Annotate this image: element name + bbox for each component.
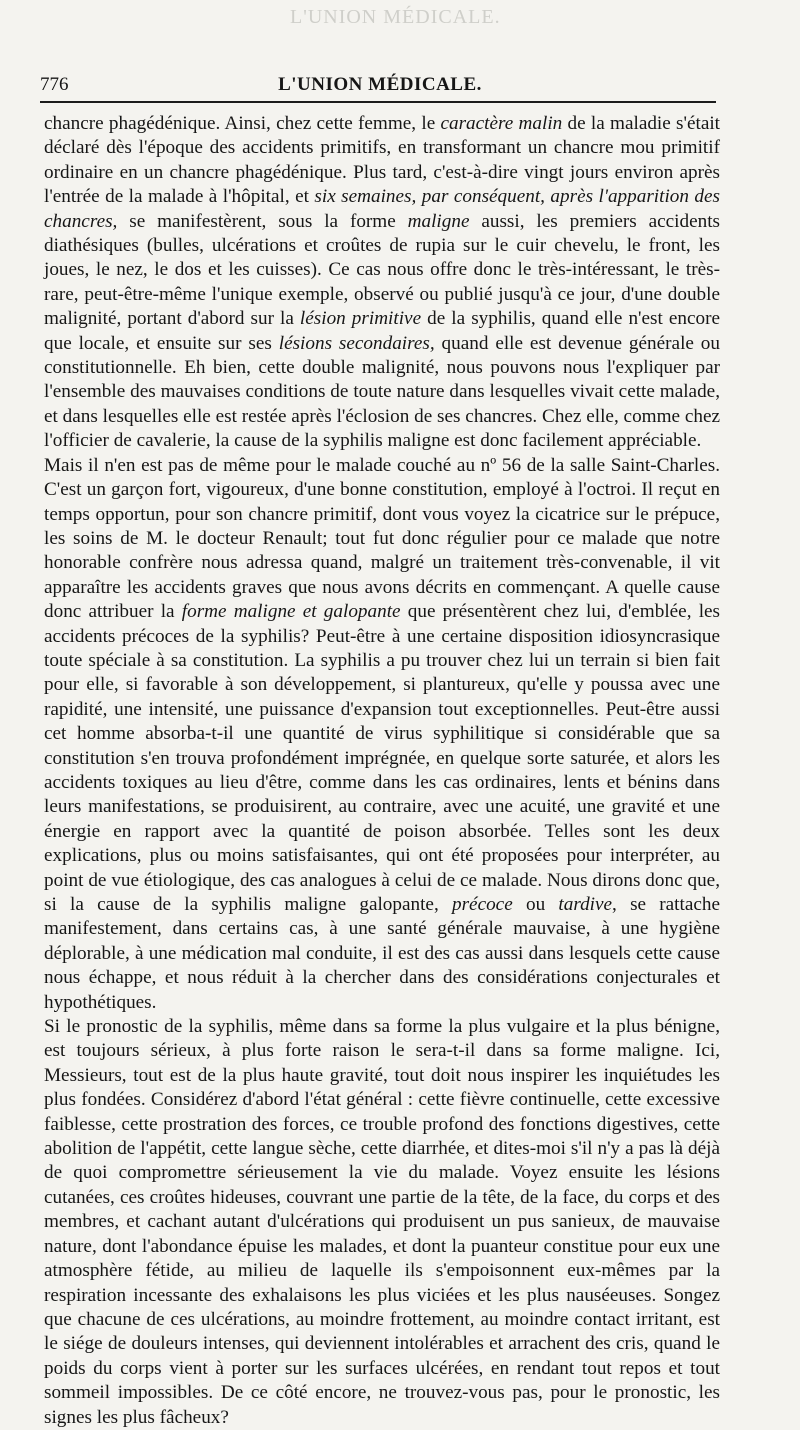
paragraph-prognosis (44, 1015, 720, 1430)
page-header (40, 74, 720, 100)
italic-span: précoce (452, 894, 513, 915)
text-span: ou (512, 894, 559, 915)
italic-span: lésion primitive (299, 308, 422, 330)
italic-span: tardive (558, 894, 613, 915)
text-span: de la maladie s'était déclaré dès l'époque des accidents primitifs, en transformant un chancre mou primitif ordinaire en un chancre phagédénique. Plus tard, c'est-à-dire vingt jours environ après l'entrée de la malade à l'hôpital, et (44, 113, 721, 208)
paragraph-case-56 (44, 454, 720, 1015)
text-span: chancre phagédénique. Ainsi, chez cette femme, le (44, 113, 441, 134)
running-title: L'UNION MÉDICALE. (278, 74, 482, 95)
italic-span: caractère malin (440, 113, 563, 134)
italic-span: maligne (407, 210, 470, 232)
page-number: 776 (40, 74, 69, 95)
italic-span: forme maligne et galopante (181, 601, 401, 623)
text-span: Mais il n'en est pas de même pour le malade couché au nº 56 de la salle Saint-Charles. C'est un garçon fort, vigoureux, d'une bonne constitution, employé à l'octroi. Il reçut en temps opportun, pour son chancre primitif, dont vous voyez la cicatrice sur le prépuce, les soins de M. le docteur Renault; tout fut donc régulier pour ce malade que notre honorable confrère nous adressa quand, malgré un traitement très-convenable, il vit apparaître les accidents graves que nous avons décrits en commençant. A quelle cause donc attribuer la (44, 454, 720, 623)
italic-span: six semaines, par conséquent, après l'apparition des chancres, (44, 186, 720, 232)
paragraph-continued (44, 112, 720, 454)
text-span: , se rattache manifestement, dans certains cas, à une santé générale mauvaise, à une hygiène déplorable, à une médication mal conduite, il est des cas aussi dans lesquels cette cause nous échappe, et nous réduit à la chercher dans des considérations conjecturales et hypothétiques. (44, 894, 720, 1013)
text-span: aussi, les premiers accidents diathésiques (bulles, ulcérations et croûtes de rupia sur le cuir chevelu, le front, les joues, le nez, le dos et les cuisses). Ce cas nous offre donc le très-intéressant, le très-rare, peut-être-même l'unique exemple, observé ou publié jusqu'à ce jour, d'une double malignité, portant d'abord sur la (44, 210, 720, 330)
text-span: que présentèrent chez lui, d'emblée, les accidents précoces de la syphilis? Peut-être à une certaine disposition idiosyncrasique toute spéciale à sa constitution. La syphilis a pu trouver chez lui un terrain si bien fait pour elle, si favorable à son développement, si plantureux, qu'elle y poussa avec une rapidité, une intensité, une puissance d'expansion tout exceptionnelles. Peut-être aussi cet homme absorba-t-il une quantité de virus syphilitique si considérable que sa constitution s'en trouva profondément imprégnée, en quelque sorte saturée, et alors les accidents toxiques au lieu d'être, comme dans les cas ordinaires, lents et bénins dans leurs manifestations, se produisirent, au contraire, avec une acuité, une gravité et une énergie en rapport avec la quantité de poison absorbée. Telles sont les deux explications, plus ou moins satisfaisantes, qui ont été proposées pour interpréter, au point de vue étiologique, des cas analogues à celui de ce malade. Nous dirons donc que, si la cause de la syphilis maligne galopante, (44, 601, 721, 915)
text-span: se manifestèrent, sous la forme (117, 210, 408, 232)
text-span: Si le pronostic de la syphilis, même dans sa forme la plus vulgaire et la plus bénigne, est toujours sérieux, à plus forte raison le sera-t-il dans sa forme maligne. Ici, Messieurs, tout est de la plus haute gravité, tout doit nous inspirer les inquiétudes les plus fondées. Considérez d'abord l'état général : cette fièvre continuelle, cette excessive faiblesse, cette prostration des forces, ce trouble profond des fonctions digestives, cette abolition de l'appétit, cette langue sèche, cette diarrhée, et dites-moi s'il n'y a pas là déjà de quoi compromettre sérieusement la vie du malade. Voyez ensuite les lésions cutanées, ces croûtes hideuses, couvrant une partie de la tête, de la face, du corps et des membres, et cachant autant d'ulcérations qui produisent un pus sanieux, de mauvaise nature, dont l'abondance épuise les malades, et dont la puanteur constitue pour eux une atmosphère fétide, au milieu de laquelle ils s'empoisonnent eux-mêmes par la respiration incessante des exhalaisons les plus viciées et les plus nauséeuses. Songez que chacune de ces ulcérations, au moindre frottement, au moindre contact irritant, est le siége de douleurs intenses, qui deviennent intolérables et arrachent des cris, quand le poids du corps vient à porter sur les surfaces ulcérées, en rendant tout repos et tout sommeil impossibles. De ce côté encore, ne trouvez-vous pas, pour le pronostic, les signes les plus fâcheux? (44, 1016, 720, 1428)
text-span: quand elle est devenue générale ou constitutionnelle. Eh bien, cette double malignité, nous pouvons nous l'expliquer par l'ensemble des mauvaises conditions de toute nature dans lesquelles vivait cette malade, et dans lesquelles elle est restée après l'éclosion de ses chancres. Chez elle, comme chez l'officier de cavalerie, la cause de la syphilis maligne est donc facilement appréciable. (44, 332, 720, 452)
italic-span: lésions secondaires, (278, 332, 435, 354)
body-text (44, 112, 720, 1430)
text-span: de la syphilis, quand elle n'est encore que locale, et ensuite sur ses (44, 308, 721, 354)
header-rule (40, 101, 716, 103)
bleed-through-header: L'UNION MÉDICALE. (290, 6, 501, 28)
